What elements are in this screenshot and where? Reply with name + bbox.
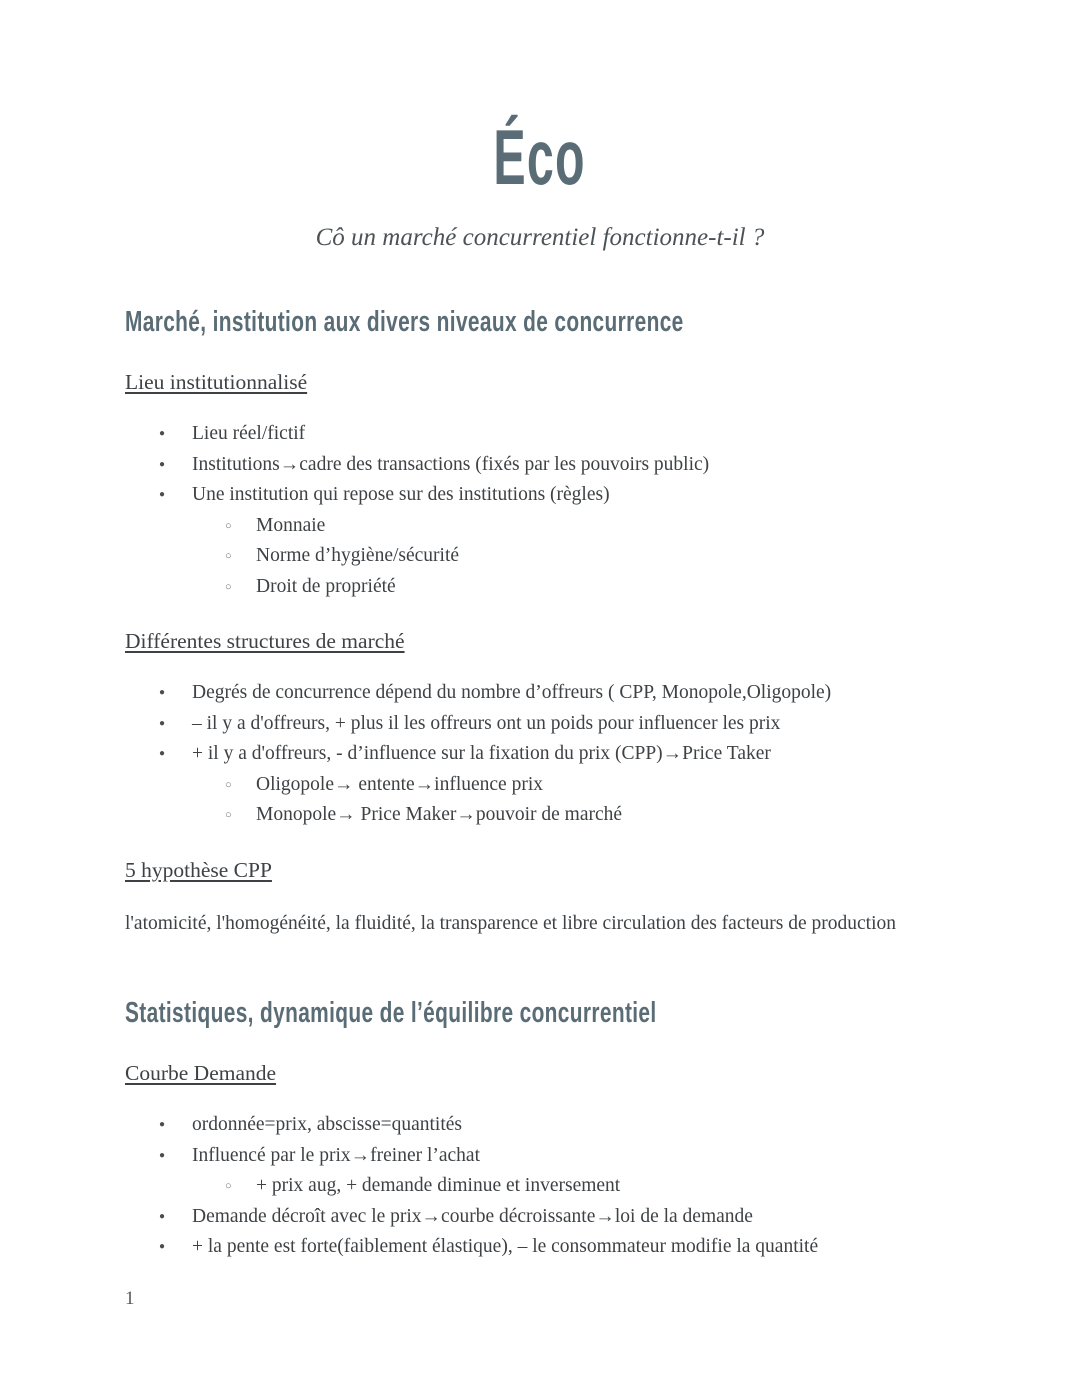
list-item: ○ Monopole→ Price Maker→pouvoir de marché [125,800,955,831]
page-title-text: Éco [493,113,587,201]
list-item: ○ Monnaie [125,511,955,542]
list-item: ○ + prix aug, + demande diminue et inversement [125,1171,955,1202]
section-heading-statistiques: Statistiques, dynamique de l’équilibre concurrentiel [125,996,657,1029]
list-item: ● Influencé par le prix→freiner l’achat [125,1141,955,1172]
list-item: ● Institutions→cadre des transactions (fixés par les pouvoirs public) [125,450,955,481]
paragraph-hypotheses: l'atomicité, l'homogénéité, la fluidité, la transparence et libre circulation des facteurs de production [125,912,897,934]
list-item: ● Degrés de concurrence dépend du nombre d’offreurs ( CPP, Monopole,Oligopole) [125,678,955,709]
page-number: 1 [125,1288,135,1309]
subheading-courbe-demande: Courbe Demande [125,1061,277,1086]
section-heading-marche: Marché, institution aux divers niveaux de concurrence [125,305,684,338]
page-subtitle: Cô un marché concurrentiel fonctionne-t-il ? [315,224,765,251]
list-item: ● Une institution qui repose sur des institutions (règles) [125,480,955,511]
page-title [125,113,955,201]
subheading-lieu-institutionnalise: Lieu institutionnalisé [125,370,308,395]
list-item: ○ Oligopole→ entente→influence prix [125,770,955,801]
list-structures-marche [125,678,955,831]
list-lieu-institutionnalise [125,419,955,602]
list-item: ● + il y a d'offreurs, - d’influence sur la fixation du prix (CPP)→Price Taker [125,739,955,770]
subheading-structures-marche: Différentes structures de marché [125,629,405,654]
list-item: ○ Norme d’hygiène/sécurité [125,541,955,572]
list-item: ● + la pente est forte(faiblement élastique), – le consommateur modifie la quantité [125,1232,955,1263]
list-item: ● Demande décroît avec le prix→courbe décroissante→loi de la demande [125,1202,955,1233]
list-item: ● – il y a d'offreurs, + plus il les offreurs ont un poids pour influencer les prix [125,709,955,740]
list-item: ● ordonnée=prix, abscisse=quantités [125,1110,955,1141]
list-item: ○ Droit de propriété [125,572,955,603]
list-item: ● Lieu réel/fictif [125,419,955,450]
subheading-hypothese-cpp: 5 hypothèse CPP [125,857,272,882]
list-courbe-demande [125,1110,955,1263]
